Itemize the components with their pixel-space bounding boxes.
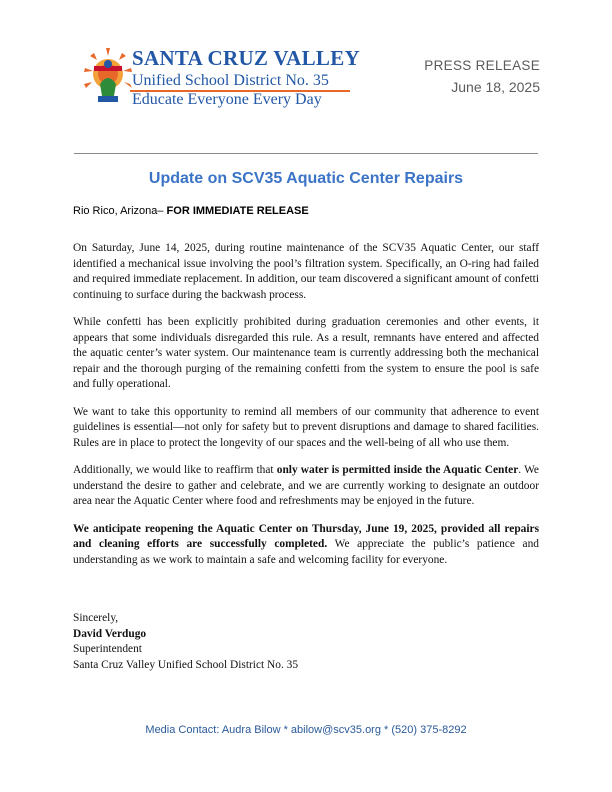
district-logo <box>84 44 360 112</box>
release-date: June 18, 2025 <box>451 79 540 95</box>
paragraph-1: On Saturday, June 14, 2025, during routine maintenance of the SCV35 Aquatic Center, our staff identified a mechanical issue involving the pool’s filtration system. Specifically, an O-ring had failed and required immediate replacement. In addition, our team discovered a significant amount of confetti continuing to surface during the backwash process. <box>73 242 539 301</box>
paragraph-4 <box>73 463 539 510</box>
paragraph-4-text-a: Additionally, we would like to reaffirm that <box>73 464 277 476</box>
paragraph-4-emphasis: only water is permitted inside the Aquatic Center <box>276 464 519 476</box>
logo-district-name: SANTA CRUZ VALLEY <box>132 46 360 70</box>
sun-emblem-icon <box>84 44 132 110</box>
press-release-label: PRESS RELEASE <box>424 58 540 73</box>
paragraph-5-emphasis: We anticipate reopening the Aquatic Center on Thursday, June 19, 2025, provided all repairs and cleaning efforts are successfully completed. <box>73 522 539 550</box>
signature-org: Santa Cruz Valley Unified School District No. 35 <box>73 658 299 671</box>
paragraph-5 <box>73 522 539 569</box>
press-release-body <box>73 241 539 580</box>
release-header <box>424 58 540 95</box>
signature-role: Superintendent <box>73 643 142 655</box>
signature-block <box>73 611 298 673</box>
paragraph-4-text-b: . We understand the desire to gather and celebrate, and we are currently working to designate an outdoor area near the Aquatic Center where food and refreshments may be enjoyed in the future. <box>73 464 539 507</box>
logo-district-number: Unified School District No. 35 <box>132 72 329 89</box>
paragraph-2: While confetti has been explicitly prohibited during graduation ceremonies and other events, it appears that some individuals disregarded this rule. As a result, remnants have entered and affected the aquatic center’s water system. Our maintenance team is currently addressing both the mechanical repair and the thorough purging of the remaining confetti from the system to ensure the pool is safe and fully operational. <box>73 316 539 390</box>
dateline-location: Rio Rico, Arizona– <box>73 205 167 217</box>
dateline <box>73 205 309 217</box>
header-divider <box>74 153 538 154</box>
page-title: Update on SCV35 Aquatic Center Repairs <box>148 170 464 187</box>
signature-closing: Sincerely, <box>73 612 119 624</box>
signature-name: David Verdugo <box>73 627 147 640</box>
media-contact-footer: Media Contact: Audra Bilow * abilow@scv35.org * (520) 375-8292 <box>145 724 467 736</box>
paragraph-5-text: We appreciate the public’s patience and understanding as we work to maintain a safe and welcoming facility for everyone. <box>73 538 539 566</box>
logo-tagline: Educate Everyone Every Day <box>132 91 322 108</box>
dateline-release: FOR IMMEDIATE RELEASE <box>166 205 309 217</box>
paragraph-3: We want to take this opportunity to remind all members of our community that adherence to event guidelines is essential—not only for safety but to prevent disruptions and damage to shared facilities. Rules are in place to protect the longevity of our spaces and the well-being of all who use them. <box>73 405 539 449</box>
